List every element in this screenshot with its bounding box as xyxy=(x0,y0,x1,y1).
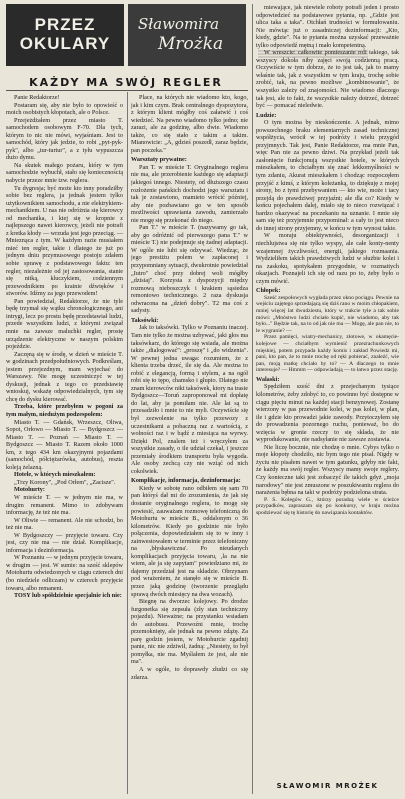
paragraph: Postaram się, aby nie było to opowieść o moich osobistych kłopotach, ale o Polsce. xyxy=(6,101,123,117)
paragraph: Na skutek małego pożaru, który w tym samochodzie wybuchł, stało się koniecznością nabycie przeze mnie tzw. reglera. xyxy=(6,161,123,185)
text-column-3 xyxy=(256,4,399,774)
paragraph: W wreszcie: całkowite pomieszanie roli takiego, tak wszyscy dokoła niby zajęci swoją codzienną pracą. Oczywiście w tym dobrze, że to jest tak, jak to mamy właśnie tak, jak z wszystkim w tym kraju, trochę sobie zrobić, tak, na pewno możliwe „kombinowanie", że wszystko zależy od znajomości. Nie wiadomo dlaczego tak jest, ale to fakt, że wszystkie należy dotrzeć, dotrzeć być — pomacać nieledwie. xyxy=(256,49,399,110)
paragraph: Nie liczę bocznie, nie chodzę o mnie. Cybys tylko o moje kłopoty chodziło, nic bym tego nie pisał. Nigdy w życiu nie pisałem nawet w tym gatunku, gdyby nie fakt, że każdy ma swój regler. Wszyscy mamy swoje reglery. Czy konieczne taki jest zobaczyć ile takich gdyż „moja narodowy" nie jest zmuszone w poszukiwaniu reglera do narażenia bębna na taki w podróży podzielona strata. xyxy=(256,443,399,497)
author-first-name: Sławomira xyxy=(138,15,220,33)
paragraph: Przez pamięci, wiatry-mechanicy, złotowe, w okamęcie-kolejowe — chciałbym wymienić przezrachunkowych mięskiej, potem przypada każdy komis i zakład Powiedz mi, pani, kto pan, że to mnie trochę od ręki pobierać, znaleźć, wie pan, moją matkę chciało by to? — A dlaczego to mnie interesuje? — Hmmm — odpowiadają — to łatwo przez stację. xyxy=(256,334,399,374)
paragraph: Walaski: xyxy=(256,375,280,383)
paragraph: W mieście T. — w jednym nie ma, w drugim remanent. Mimo to zdobywam informację, że też nie ma. xyxy=(6,493,123,517)
paragraph: Komplikacje, informacja, dezinformacja: xyxy=(131,477,241,485)
paragraph: Place, na których nie wiadomo kto, kogo, jak i kim czym. Brak centralnego dyspozytora, z którym klient mógłby coś załatwić i coś wiedzieć. Na pewno wiadomo tylko jedno; nie zarazi, ale za godzinę, albo dwie. Wiadomo także, co się stało z takim a takim. Mianowicie: „A, gdzieś poszedł, zaraz będzie, pan poczeka." xyxy=(131,94,248,154)
paragraph: Miasto T. — Gdańsk, Wrzeszcz, Oliwa, Sopot, Orłowo — Miasto T. — Bydgoszcz — Miasto T. — Poznań — Miasto T. — Bydgoszcz — Miasto T. Razem około 1000 km, z tego 434 km okazyjnymi pojazdami (samochód, półciężarówka, autobus), reszta koleją żelazną. xyxy=(6,418,123,471)
text-column-2 xyxy=(131,94,248,795)
paragraph: Kiedy w sobotę rano odbiłem się sam 70 pan któryś dał mi do zrozumienia, że jak się dostanie oryginalnego reglera, to mogę się powiesić, zauważam rozmowę telefoniczną do Motohurtu w mieście B., oddalonym o 36 kilometrów. Kiedy po godzinie nie było połączenia, dopowiedziałem się to w inny i zainwestowałem w terminie przez telefoniczny na ‚błyskawiczna'. Po nieudanych komplikacjach przyjęcia towaru, ‚la na nie wiem, ale ja się zapytam" powiedziano mi, że dajemy przedział jest na składzie. Obrzynam pod wrażeniem, że stanęło się w mieście B. przez jaką godzinę (tworzenie przeglądu sprawą dwóch miesięcy na dwa wozach). xyxy=(131,484,248,598)
paragraph: Chłopek: xyxy=(256,287,281,295)
paragraph: W Oliwie — remanent. Ale nie schodzi, bo też nie ma. xyxy=(6,516,123,532)
paragraph: Motohurty: xyxy=(14,486,45,494)
logo-line2: OKULARY xyxy=(19,34,111,53)
column-author xyxy=(128,4,246,66)
paragraph: Pan powiedział, Redaktorze, że nie tyle będę trzymał się wątku chronologicznego, ani intrygi, lecz po prostu będę przedstawiał ludzi, przede wszystkim ludzi, z którymi związał mnie na zawsze maluchki regler, prostę urządzenie elektryczne w naszym polskim pojeździe. xyxy=(6,297,123,351)
paragraph: Pan T. w mieście T. Oryginalnego reglera nie ma, ale przerobienie każdego się adaptacji jakiegoś innego. Niestety, od dłuższego czasu rozłożenie pańskich dochodzi jego warsztatu i tak je zostawiono, mamieto wrócić później, aby nie pozbawiano go w ten sposób możliwości uprawiania zawodu, zamierzało nie mogę się przekonać do niego. xyxy=(131,163,248,224)
paragraph: Trzeba, które przebyłem w pogoni za tym małym, niedużym podzespołem: xyxy=(6,403,123,418)
paragraph: Ludzie: xyxy=(256,111,277,119)
paragraph: A w ogóle, to doprawdy złudzi co się zdarza. xyxy=(131,666,248,681)
paragraph: Panie Redaktorze! xyxy=(14,94,60,101)
logo-line1: PRZEZ xyxy=(34,15,96,34)
paragraph: P. S. Kolegów G., którzy poradzą wiele w ścieżce przypadków, zapraszam się po konkursy, w kraju można spodziewać się tę historię do nawiązania kontaktów. xyxy=(256,496,399,516)
author-last-name: Mrożka xyxy=(158,34,224,54)
paragraph: miewające, jak niewiele roboty potrafi jeden i prosto odpowiedzieć na podstawowe pytania, np. „Gdzie jest ulica taka a taka". Otchłań trudności w formułowaniu. Nie mówiąc już o zasadniczej dezinformacji: „Kto, kiedy, gdzie". Na te pytania można uzyskać przeważnie tylko odpowiedź mętną i mało kompetentną. xyxy=(256,4,399,49)
paragraph: W Bydgoszczy — przyjęcie towaru. Czy jest, czy nie ma — nie dział. Komplikacje, informacja i dezinformacja. xyxy=(6,531,123,554)
paragraph: Jak to taksówki. Tylko w Poznaniu inaczej. Tam nie tylko że można uzbywać, jaki głos ma taksówkarz, do którego się wsiada, ale można także „dialogować": „proszę" i „do widzenia". W pewnej jedna uwaga: rozumiem, że z klienta trzeba drzeć, ile się da. Ale można to robić z elegancją, formą i stylem, a na ogół robi się to tępo, chamsko i głupio. Dlatego nie znam kierowców nikt taksówek, ktory na trasie Bydgoszcz—Toruń zaproponował mi dopłatę do lat, aby ja pomiłam nie. Ale lat są to przesadziło i mnie to nie myli. Oczywiście się był zezwolenie na tylko przewozy z uczestnikami a pobaczną raz z wartością, z wolności raz i w bądź z miesiąca na wyrwy. Dzięki Pol, znalem też i wręczyłem za wszystkie zasady, o ile udział czekał, i jeszcze przemiały środkiem transportu była wygoda. Ale osoby zechcą czy nie wziąć od nich cokolwiek. xyxy=(131,324,248,475)
paragraph: Hotele, w których mieszkałem: xyxy=(14,471,96,479)
paragraph: O tym można by nieskończenie. A jednak, mimo powszechnego braku elementarnych zasad technicznej współżycia, wrócił w tej podróży i wielu przygód przyjmnych. Tak jest, Panie Redaktorze, ma mnie Pan, więc Pan nie za pewno dziwi. Na przykład jeżeli tak zasłonięcie funkcjonują wszystkie hotele, w których mieszkałem, to chciałbym się znać lekkomyślności w tym zdaniu, Akurat mieszkałem i chodząc rozpoczęłem przyjść z kimś, z którym koleżanką, to dziękuję z mojej strony, bo z tymi przebywaniem — kto wie, może i tacy przejdą do prawdziwej przyjaźni; ale dla co? Kiedy w końcu pojechałem dalej, miało się to nieco rozwiązać i bardzo okazywać na poczekaniu na uznanie. I mnie się sam się też przyjemnie przypominał: a cały to jest nieco do innej strony przyjemny, w końcu w tym wynosi takie. xyxy=(256,119,399,232)
paragraph: W Poznaniu — w jednym przyjęcie towaru, w drugim — jest. W sumie: na sześć sklepów Motohurtu odwiedzonych w ciągu czterech dni (bo niedziele odliczam) w czterech przyjęcie towaru, albo remanent. xyxy=(6,554,123,592)
paragraph: TOSY lub spółdzielnie specjalnie ich nie: xyxy=(14,592,122,600)
column-divider xyxy=(127,92,128,794)
paragraph: Warsztaty prywatne: xyxy=(131,156,187,164)
text-column-1 xyxy=(6,94,123,795)
paragraph: W moraju obiektywności, desorganizacji i niechlujstwa się nie tylko wyspy, ale całe konty-nenty wzajemnej życzliwości, energii, jakiego rozmaania. Wydzieliłem takich prawdziwych ludzi w służbie kolei i na zaskoku, spotykałem przygodnie, w rozmaitych okazjach. Poznajeli ich się od razu po to, żeby było o czym mówić. xyxy=(256,232,399,285)
paragraph: Tu dygresja; być może kto inny poradziłby sobie bez reglera, ja jednak jestem tylko użytkownikiem samochodu, a nie elektrykiem-mechanikiem. U nas nie odróżnia się kierowcy od mechanika, i kiej się w kropnie z najlepszego nawet kierowcy, jeżeli nie potrafi z kretka kłody — wrzuda jest jego przeciąg. — Mnieznąca z tym. W każdym razie musiałem mieć ten regler, takie i dlatego że już po jednym dniu przymusowego postoju zdałem sobie sprawę z podstawowego faktu: ten regler, niezależnie od jej zastosowania, stanie się nitką, kluczykiem, codziennym przewodnikiem po krainie dźwięków i stworów. Idźmy za jego przewodem! xyxy=(6,184,123,298)
article-title: KAŻDY MA SWÓJ REGLER xyxy=(29,76,223,89)
column-divider xyxy=(252,4,253,794)
paragraph: Sześć zespołowych wygłada przez okno pociągu. Pewnie na wejściu zajętego sprzedającą się dziś rano w moim chłopakiem, mniej więcej lat dwudziestu, który w trakcie tyle a tak sobie mówi: „Mnóstwo ludzi chciało kupić, nie wiadomo, aby tak było..." Będzie tak, na to od jak nie ma — Mogę, ale pan nie, to le wygranie? — xyxy=(256,294,399,334)
paragraph: Przejeżdżałem przez miasto T. samochodem osobowym F-70. Dla tych, którym to nic nie mówi, wyjaśniam. Jest to samochód, który jak jedzie, to robi „pyt-pyk-pyk", albo „tur-turtur", a z tyłu wypuszcza dużo dymu. xyxy=(6,116,123,162)
title-rule xyxy=(6,90,248,91)
paragraph: Pan T." w mieście T. (nazywamy go tak, aby go odróżnić od pierwszego pana T." w mieście T.) nie podejmuje się żadnej adaptacji. W ogóle nie lubi się odzywać. Wiedząc, że jego prestiżu polem w zapłaconej i przypomniany sytuacji, dwukrotnie powiedział „Iutro" choć przy dobrej woli mógłby „dzisiaj". Korzysta z dyspozycji między rozmową nieboszczyk i krakiem sąsiedza remontowo technicznego. 2 raza dyskusja odwracona na „dzień dobry". T2 ma coś z sadysty. xyxy=(131,224,248,315)
paragraph: Spędziłem sześć dni z przejechanym tysiące kilometrów, żeby zdobyć to, co powinno być dostępne w ciągu pięciu minut na każdej stacji benzynowej. Zostanę wierzony w pas przewodnie kolei, w pas kolei, w plan, ile i gdzie kto prowadzi jakie zawody. Przytoczyłem się do prowadzenia pozornego ruchu, ponieważ, bo do wzięcia w gronie rzeczy to się składa, że nie wyprodukowanie, nie nadsyłanie nie zawsze zostawia. xyxy=(256,383,399,444)
column-logo xyxy=(6,4,124,66)
paragraph: Taksówki: xyxy=(131,316,159,324)
author-signature: SŁAWOMIR MROŻEK xyxy=(276,782,379,790)
paragraph: Biegnę na dworzec kolejowy. Po drodze furgonetka się zepsuła (zły stan techniczny pojazdu). Nieważne; na przystanku wsiadam do autobusu. Przewoźni mnie, trochę przemoknięty, ale jednak na pewno zdążę. Za parę godzin jestem, w Motohurcie zgadnij panie, nic nie zdziwił, żadną: „Niestety, to był pomyłka, nie ma. Myślałem że jest, ale nie ma". xyxy=(131,598,248,666)
paragraph: „Trzy Korony", „Pod Orłem", „Zacisze". xyxy=(14,478,116,486)
paragraph: Zaczęną się w środę, w dzień w mieście T. w godzinach przedpołudniowych. Podkreślam, jestem przejezdnym, mam wyjechać do Warszawy. Nie mogę uczestniczyć w tej dyskusji, jednak z tego co przedstawię wnioskuj, wskażę odpowiedzialnych, tym się chcę do dysku kierować. xyxy=(6,350,123,403)
